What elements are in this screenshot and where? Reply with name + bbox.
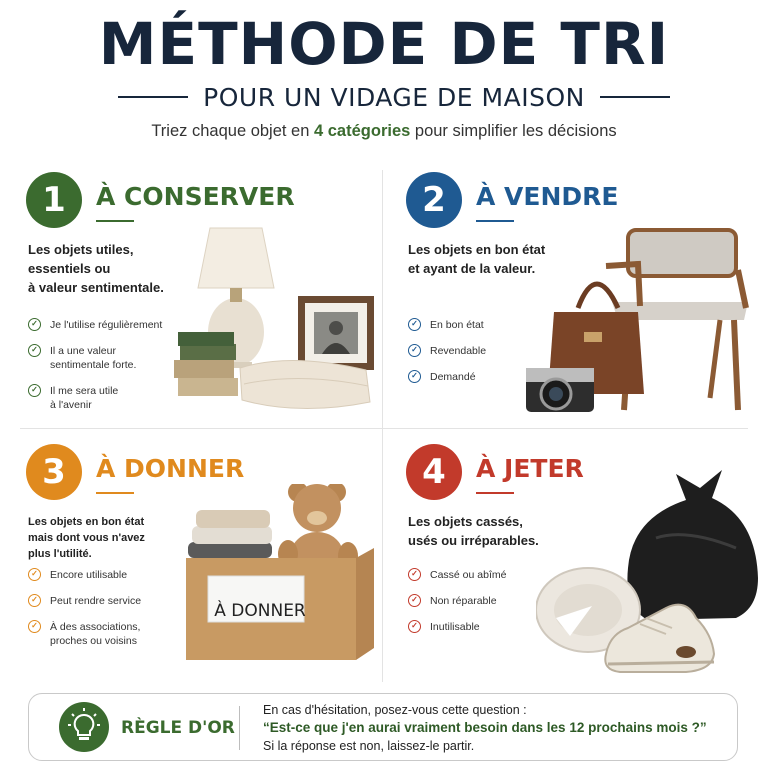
description-line: Les objets cassés, [408, 514, 523, 529]
criteria-text: Non réparable [430, 595, 497, 607]
category-underline [476, 492, 514, 494]
category-title: À DONNER [96, 454, 245, 483]
category-title: À VENDRE [476, 182, 619, 211]
category-description [28, 514, 188, 562]
category-donner [20, 440, 380, 695]
check-icon: ✓ [28, 318, 41, 331]
box-label: À DONNER [214, 601, 306, 621]
check-icon: ✓ [408, 318, 421, 331]
criteria-item [28, 568, 198, 582]
category-vendre [400, 168, 760, 423]
check-icon: ✓ [28, 594, 41, 607]
horizontal-divider [20, 428, 748, 429]
keepsakes-illustration [170, 220, 380, 420]
page-title: MÉTHODE DE TRI [98, 10, 670, 78]
criteria-text: En bon état [430, 319, 484, 331]
description-line: Les objets utiles, [28, 242, 134, 257]
check-icon: ✓ [28, 384, 41, 397]
check-icon: ✓ [408, 620, 421, 633]
criteria-text: Cassé ou abîmé [430, 569, 507, 581]
books-icon [174, 332, 238, 396]
description-line: mais dont vous n'avez [28, 532, 145, 544]
golden-rule-separator [239, 706, 240, 750]
criteria-list [28, 568, 198, 660]
tagline-start: Triez chaque objet en [151, 122, 314, 140]
category-number-badge: 3 [26, 444, 82, 500]
page-subtitle: POUR UN VIDAGE DE MAISON [203, 82, 585, 112]
description-line: usés ou irréparables. [408, 533, 539, 548]
vertical-divider [382, 170, 383, 682]
criteria-text: Il me sera utile [50, 385, 119, 397]
category-jeter [400, 440, 760, 695]
category-title: À JETER [476, 454, 584, 483]
photo-frame-icon [298, 296, 374, 370]
folded-clothes-icon [188, 510, 272, 558]
golden-rule-conclusion: Si la réponse est non, laissez-le partir. [263, 739, 475, 753]
description-line: à valeur sentimentale. [28, 280, 164, 295]
subtitle-row [118, 82, 670, 112]
description-line: Les objets en bon état [408, 242, 546, 257]
check-icon: ✓ [408, 344, 421, 357]
valuables-illustration [520, 224, 760, 419]
check-icon: ✓ [408, 370, 421, 383]
category-underline [96, 220, 134, 222]
subtitle-rule-left [118, 96, 188, 98]
criteria-text: Je l'utilise régulièrement [50, 319, 163, 331]
lightbulb-icon [59, 702, 109, 752]
description-line: et ayant de la valeur. [408, 261, 536, 276]
trash-illustration [536, 458, 764, 688]
criteria-text: Demandé [430, 371, 476, 383]
criteria-text: sentimentale forte. [50, 359, 137, 371]
check-icon: ✓ [28, 568, 41, 581]
golden-rule-box [28, 693, 738, 761]
criteria-item [28, 594, 198, 608]
criteria-text: à l'avenir [50, 399, 92, 411]
check-icon: ✓ [408, 568, 421, 581]
check-icon: ✓ [28, 344, 41, 357]
subtitle-rule-right [600, 96, 670, 98]
category-title: À CONSERVER [96, 182, 295, 211]
trash-bag-icon [627, 470, 758, 620]
category-underline [476, 220, 514, 222]
criteria-text: proches ou voisins [50, 635, 137, 647]
check-icon: ✓ [408, 594, 421, 607]
category-conserver [20, 168, 380, 423]
criteria-text: À des associations, [50, 621, 141, 633]
camera-icon [526, 368, 594, 412]
criteria-text: Revendable [430, 345, 487, 357]
golden-rule-question: “Est-ce que j'en aurai vraiment besoin dans les 12 prochains mois ?” [263, 720, 707, 735]
description-line: plus l'utilité. [28, 548, 92, 560]
criteria-item [28, 620, 198, 648]
blanket-icon [240, 360, 370, 408]
golden-rule-title: RÈGLE D'OR [121, 718, 235, 738]
description-line: Les objets en bon état [28, 516, 145, 528]
category-underline [96, 492, 134, 494]
criteria-text: Peut rendre service [50, 595, 142, 607]
tagline-end: pour simplifier les décisions [410, 122, 617, 140]
donation-box-illustration [178, 484, 378, 666]
criteria-text: Inutilisable [430, 621, 480, 633]
category-number-badge: 1 [26, 172, 82, 228]
tagline [0, 122, 768, 141]
category-description [28, 240, 188, 297]
criteria-text: Il a une valeur [50, 345, 116, 357]
description-line: essentiels ou [28, 261, 111, 276]
lightbulb-glyph [59, 702, 109, 752]
golden-rule-text [263, 701, 707, 755]
category-number-badge: 4 [406, 444, 462, 500]
category-number-badge: 2 [406, 172, 462, 228]
golden-rule-intro: En cas d'hésitation, posez-vous cette question : [263, 703, 527, 717]
criteria-text: Encore utilisable [50, 569, 128, 581]
check-icon: ✓ [28, 620, 41, 633]
tagline-highlight: 4 catégories [314, 122, 411, 140]
